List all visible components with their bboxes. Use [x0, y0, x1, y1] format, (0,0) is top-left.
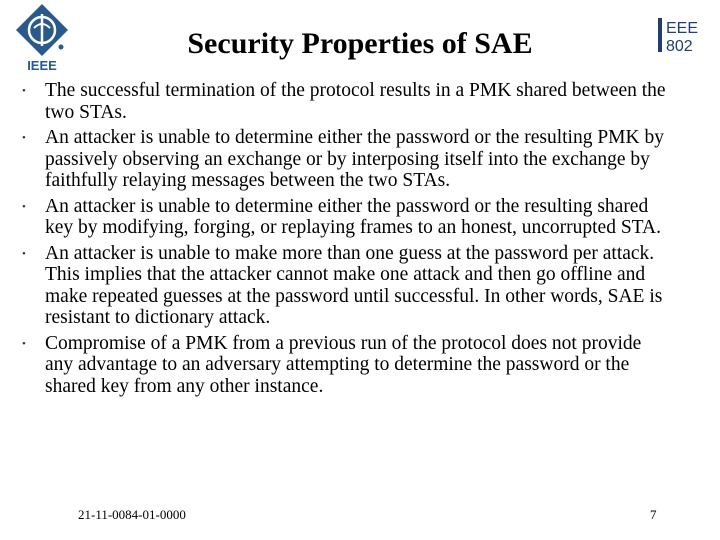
- footer-page-number: 7: [650, 507, 657, 522]
- bullet-item: [22, 333, 672, 398]
- ieee-802-logo-line1: EEE: [666, 20, 699, 37]
- bullet-list: [22, 80, 672, 401]
- bullet-text: An attacker is unable to determine either the password or the resulting shared key by modifying, forging, or replaying frames to an honest, uncorrupted STA.: [45, 195, 661, 238]
- bullet-item: [22, 243, 672, 329]
- bullet-text: Compromise of a PMK from a previous run of the protocol does not provide any advantage to an adversary attempting to determine the password or the shared key from any other instance.: [45, 332, 642, 397]
- bullet-text: An attacker is unable to determine either the password or the resulting PMK by passively observing an exchange or by interposing itself into the exchange by faithfully relaying messages between the two STAs.: [45, 127, 664, 191]
- bullet-text: An attacker is unable to make more than one guess at the password per attack. This implies that the attacker cannot make one attack and then go offline and make repeated guesses at the password until successful. In other words, SAE is resistant to dictionary attack.: [45, 242, 663, 328]
- bullet-item: [22, 80, 672, 123]
- bullet-icon: •: [22, 337, 26, 350]
- footer-document-number: 21-11-0084-01-0000: [78, 507, 186, 522]
- bullet-icon: •: [22, 247, 26, 260]
- bullet-text: The successful termination of the protocol results in a PMK shared between the two STAs.: [45, 80, 666, 123]
- ieee-802-logo-line2: 802: [666, 38, 693, 55]
- bullet-item: [22, 196, 672, 239]
- slide-title: Security Properties of SAE: [187, 27, 533, 60]
- ieee-logo-text: IEEE: [27, 58, 57, 73]
- bullet-icon: •: [22, 85, 26, 97]
- bullet-icon: •: [22, 200, 26, 213]
- bullet-icon: •: [22, 132, 26, 144]
- bullet-item: [22, 127, 672, 192]
